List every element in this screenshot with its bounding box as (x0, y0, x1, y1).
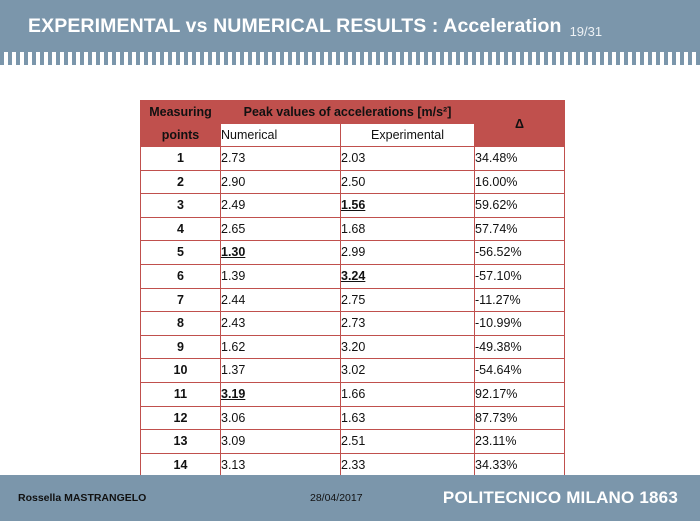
cell-numerical: 2.73 (221, 147, 341, 171)
slide-footer (0, 475, 700, 521)
highlighted-value: 1.30 (221, 245, 246, 260)
highlighted-value: 3.24 (341, 268, 366, 283)
cell-measuring-point: 8 (141, 312, 221, 336)
cell-numerical: 3.09 (221, 430, 341, 454)
table-body (141, 147, 565, 477)
page-title: EXPERIMENTAL vs NUMERICAL RESULTS : Acceleration (28, 14, 562, 37)
highlighted-value: 1.56 (341, 198, 366, 213)
footer-author: Rossella MASTRANGELO (18, 492, 147, 504)
cell-experimental: 2.51 (341, 430, 475, 454)
cell-numerical: 2.43 (221, 312, 341, 336)
table-row (141, 264, 565, 288)
cell-numerical (221, 382, 341, 406)
table-row (141, 382, 565, 406)
column-header-measuring: Measuring (141, 101, 221, 124)
table-row (141, 312, 565, 336)
table-row (141, 335, 565, 359)
cell-delta: 59.62% (475, 194, 565, 218)
cell-numerical: 1.37 (221, 359, 341, 383)
cell-delta: 23.11% (475, 430, 565, 454)
table-head (141, 101, 565, 147)
cell-numerical: 3.06 (221, 406, 341, 430)
table-row (141, 217, 565, 241)
cell-measuring-point: 3 (141, 194, 221, 218)
footer-date: 28/04/2017 (310, 492, 363, 504)
results-table-container (140, 100, 564, 477)
cell-measuring-point: 9 (141, 335, 221, 359)
cell-numerical: 1.39 (221, 264, 341, 288)
table-row (141, 430, 565, 454)
table-header-row-1 (141, 101, 565, 124)
cell-measuring-point: 12 (141, 406, 221, 430)
cell-delta: 34.48% (475, 147, 565, 171)
cell-numerical (221, 241, 341, 265)
cell-experimental: 2.75 (341, 288, 475, 312)
cell-delta: -57.10% (475, 264, 565, 288)
cell-experimental: 3.20 (341, 335, 475, 359)
cell-experimental: 2.50 (341, 170, 475, 194)
table-row (141, 406, 565, 430)
cell-measuring-point: 14 (141, 453, 221, 477)
table-row (141, 194, 565, 218)
cell-delta: -11.27% (475, 288, 565, 312)
cell-measuring-point: 11 (141, 382, 221, 406)
footer-brand: POLITECNICO MILANO 1863 (442, 488, 678, 507)
cell-delta: -49.38% (475, 335, 565, 359)
cell-measuring-point: 4 (141, 217, 221, 241)
cell-delta: -56.52% (475, 241, 565, 265)
cell-delta: 92.17% (475, 382, 565, 406)
cell-delta: -54.64% (475, 359, 565, 383)
cell-experimental: 2.99 (341, 241, 475, 265)
cell-experimental (341, 264, 475, 288)
cell-measuring-point: 1 (141, 147, 221, 171)
cell-measuring-point: 5 (141, 241, 221, 265)
cell-measuring-point: 7 (141, 288, 221, 312)
column-header-points: points (141, 124, 221, 147)
cell-numerical: 2.49 (221, 194, 341, 218)
cell-measuring-point: 13 (141, 430, 221, 454)
cell-delta: 57.74% (475, 217, 565, 241)
column-header-experimental: Experimental (341, 124, 475, 147)
table-row (141, 241, 565, 265)
highlighted-value: 3.19 (221, 386, 246, 401)
table-row (141, 453, 565, 477)
cell-delta: -10.99% (475, 312, 565, 336)
cell-experimental: 2.33 (341, 453, 475, 477)
column-header-peak-values: Peak values of accelerations [m/s²] (221, 101, 475, 124)
cell-experimental: 3.02 (341, 359, 475, 383)
cell-numerical: 2.65 (221, 217, 341, 241)
cell-delta: 34.33% (475, 453, 565, 477)
slide-header (0, 0, 700, 52)
cell-experimental: 2.73 (341, 312, 475, 336)
table-row (141, 170, 565, 194)
cell-numerical: 3.13 (221, 453, 341, 477)
cell-experimental: 1.63 (341, 406, 475, 430)
results-table (140, 100, 565, 477)
column-header-delta: Δ (475, 101, 565, 147)
page-number: 19/31 (569, 24, 603, 39)
header-dashed-divider (0, 52, 700, 65)
cell-numerical: 1.62 (221, 335, 341, 359)
table-row (141, 288, 565, 312)
cell-experimental (341, 194, 475, 218)
cell-measuring-point: 6 (141, 264, 221, 288)
cell-experimental: 1.66 (341, 382, 475, 406)
cell-measuring-point: 10 (141, 359, 221, 383)
cell-measuring-point: 2 (141, 170, 221, 194)
column-header-numerical: Numerical (221, 124, 341, 147)
cell-experimental: 2.03 (341, 147, 475, 171)
cell-delta: 16.00% (475, 170, 565, 194)
cell-numerical: 2.90 (221, 170, 341, 194)
cell-delta: 87.73% (475, 406, 565, 430)
cell-numerical: 2.44 (221, 288, 341, 312)
table-row (141, 359, 565, 383)
cell-experimental: 1.68 (341, 217, 475, 241)
table-row (141, 147, 565, 171)
